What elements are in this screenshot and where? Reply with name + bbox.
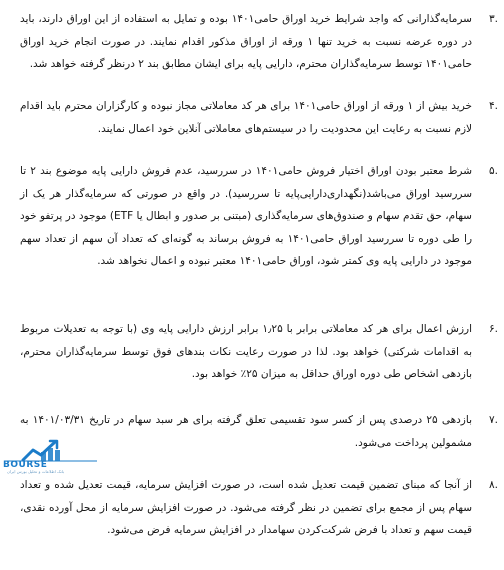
bourse-logo-icon (1, 438, 104, 462)
logo-tagline: بانک اطلاعات و تحلیل بورس ایران (7, 469, 65, 474)
logo-wordmark: BOURSE (3, 460, 48, 470)
list-item-8 (20, 474, 498, 542)
item-number: ۷. (489, 414, 498, 426)
list-item-5 (20, 160, 498, 273)
item-text: خرید بیش از ۱ ورقه از اوراق حامی۱۴۰۱ برای هر کد معاملاتی مجاز نبوده و کارگزاران محترم باید اقدام لازم نسبت به رعایت این محدودیت را در سیستم‌های معاملاتی آنلاین خود اعمال نمایند. (20, 100, 472, 135)
item-number: ۶. (489, 323, 498, 335)
item-text: شرط معتبر بودن اوراق اختیار فروش حامی۱۴۰۱ در سررسید، عدم فروش دارایی پایه موضوع بند ۲ تا سررسید اوراق می‌باشد(نگهداری‌دارایی‌پایه تا سررسید). در واقع در صورتی که سرمایه‌گذار هر یک از سهام، حق تقدم سهام و صندوق‌های سرمایه‌گذاری (مبتنی بر صدور و ابطال یا ETF) موجود در پرتفو خود را طی دوره تا سررسید اوراق حامی۱۴۰۱ به فروش برساند به گونه‌ای که تعداد آن سهم از تعداد سهم موجود در دارایی پایه وی کمتر شود، اوراق حامی۱۴۰۱ معتبر نبوده و اعمال نخواهد شد. (20, 165, 473, 267)
bourse-logo (1, 438, 104, 476)
item-number: ۳. (489, 13, 498, 25)
item-text: بازدهی ۲۵ درصدی پس از کسر سود تقسیمی تعلق گرفته برای هر سبد سهام در تاریخ ۱۴۰۱/۰۳/۳۱ به مشمولین پرداخت می‌شود. (20, 414, 473, 449)
list-item-6 (20, 318, 498, 386)
item-number: ۴. (489, 100, 498, 112)
list-item-3 (20, 8, 498, 76)
item-number: ۸. (489, 479, 498, 491)
list-item-4 (20, 95, 498, 140)
item-text: از آنجا که مبنای تضمین قیمت تعدیل شده است، در صورت افزایش سرمایه، قیمت تعدیل شده و تعداد سهام پس از مجمع برای تضمین در نظر گرفته می‌شود. در صورت افزایش سرمایه از محل آورده نقدی، قیمت سهم و تعداد با فرض شرکت‌کردن سهامدار در افزایش سرمایه فرض می‌شود. (20, 479, 472, 536)
item-text: ارزش اعمال برای هر کد معاملاتی برابر با ۱٫۲۵ برابر ارزش دارایی پایه وی (با توجه به تعدیلات مربوط به اقدامات شرکتی) خواهد بود. لذا در صورت رعایت نکات بندهای فوق توسط سرمایه‌گذاران محترم، بازدهی اشخاص طی دوره اوراق حداقل به میزان ۲۵٪ خواهد بود. (20, 323, 472, 380)
item-number: ۵. (489, 165, 498, 177)
item-text: سرمایه‌گذارانی که واجد شرایط خرید اوراق حامی۱۴۰۱ بوده و تمایل به استفاده از این اوراق دارند، باید در دوره عرضه نسبت به خرید تنها ۱ ورقه از اوراق مذکور اقدام نمایند. در صورت انجام خرید اوراق حامی۱۴۰۱ توسط سرمایه‌گذاران محترم، دارایی پایه برای ایشان مطابق بند ۲ درنظر گرفته خواهد شد. (20, 13, 472, 70)
